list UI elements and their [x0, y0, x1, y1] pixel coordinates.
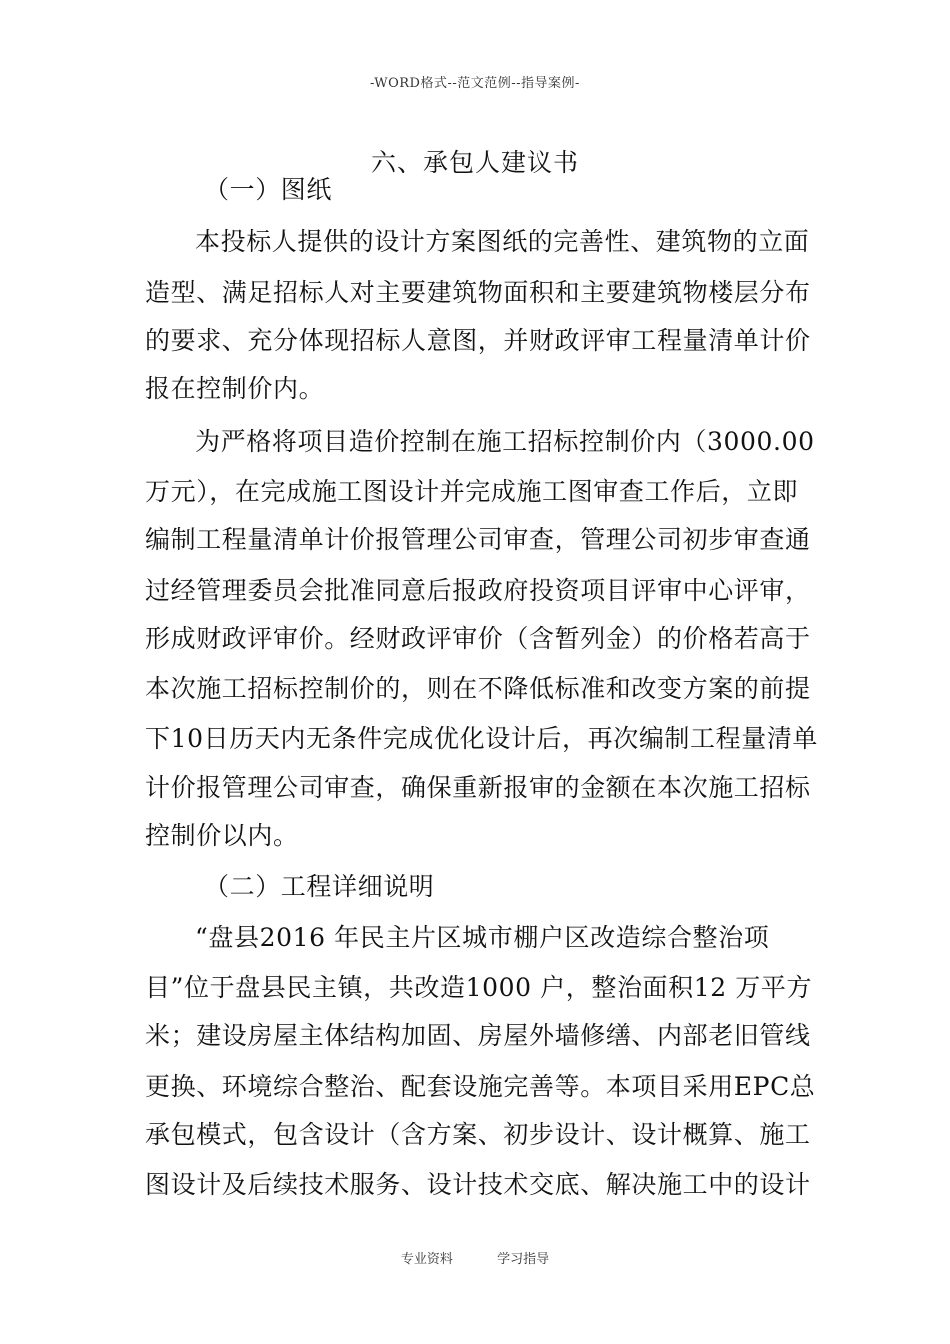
paragraph-line: 形成财政评审价。经财政评审价（含暂列金）的价格若高于: [145, 624, 811, 653]
footer-left-text: 专业资料: [400, 1252, 453, 1267]
paragraph-line: 编制工程量清单计价报管理公司审查，管理公司初步审查通: [145, 525, 811, 554]
paragraph-line: 承包模式，包含设计（含方案、初步设计、设计概算、施工: [145, 1120, 811, 1149]
paragraph-line: 万元），在完成施工图设计并完成施工图审查工作后，立即: [145, 477, 799, 506]
paragraph-line: 目”位于盘县民主镇，共改造1000 户，整治面积12 万平方: [145, 973, 813, 1002]
paragraph-line: 造型、满足招标人对主要建筑物面积和主要建筑物楼层分布: [145, 278, 811, 307]
paragraph-line: 图设计及后续技术服务、设计技术交底、解决施工中的设计: [145, 1170, 811, 1199]
document-title: 六、承包人建议书: [370, 148, 579, 177]
paragraph-line: 计价报管理公司审查，确保重新报审的金额在本次施工招标: [145, 773, 811, 802]
section-heading-project-details: （二）工程详细说明: [204, 872, 435, 901]
page-header: -WORD格式--范文范例--指导案例-: [370, 76, 580, 91]
paragraph-line: “盘县2016 年民主片区城市棚户区改造综合整治项: [195, 923, 770, 952]
paragraph-line: 下10日历天内无条件完成优化设计后，再次编制工程量清单: [145, 724, 819, 753]
paragraph-line: 过经管理委员会批准同意后报政府投资项目评审中心评审，: [145, 576, 811, 605]
paragraph-line: 更换、环境综合整治、配套设施完善等。本项目采用EPC总: [145, 1072, 816, 1101]
paragraph-line: 本投标人提供的设计方案图纸的完善性、建筑物的立面: [195, 227, 810, 256]
page-footer: [0, 1248, 950, 1267]
paragraph-line: 为严格将项目造价控制在施工招标控制价内（3000.00: [195, 427, 815, 456]
paragraph-line: 控制价以内。: [145, 821, 299, 850]
paragraph-line: 的要求、充分体现招标人意图，并财政评审工程量清单计价: [145, 326, 811, 355]
paragraph-line: 报在控制价内。: [145, 374, 325, 403]
paragraph-line: 米；建设房屋主体结构加固、房屋外墙修缮、内部老旧管线: [145, 1021, 811, 1050]
section-heading-drawings: （一）图纸: [204, 175, 333, 204]
paragraph-line: 本次施工招标控制价的，则在不降低标准和改变方案的前提: [145, 674, 811, 703]
footer-right-text: 学习指导: [497, 1252, 550, 1267]
